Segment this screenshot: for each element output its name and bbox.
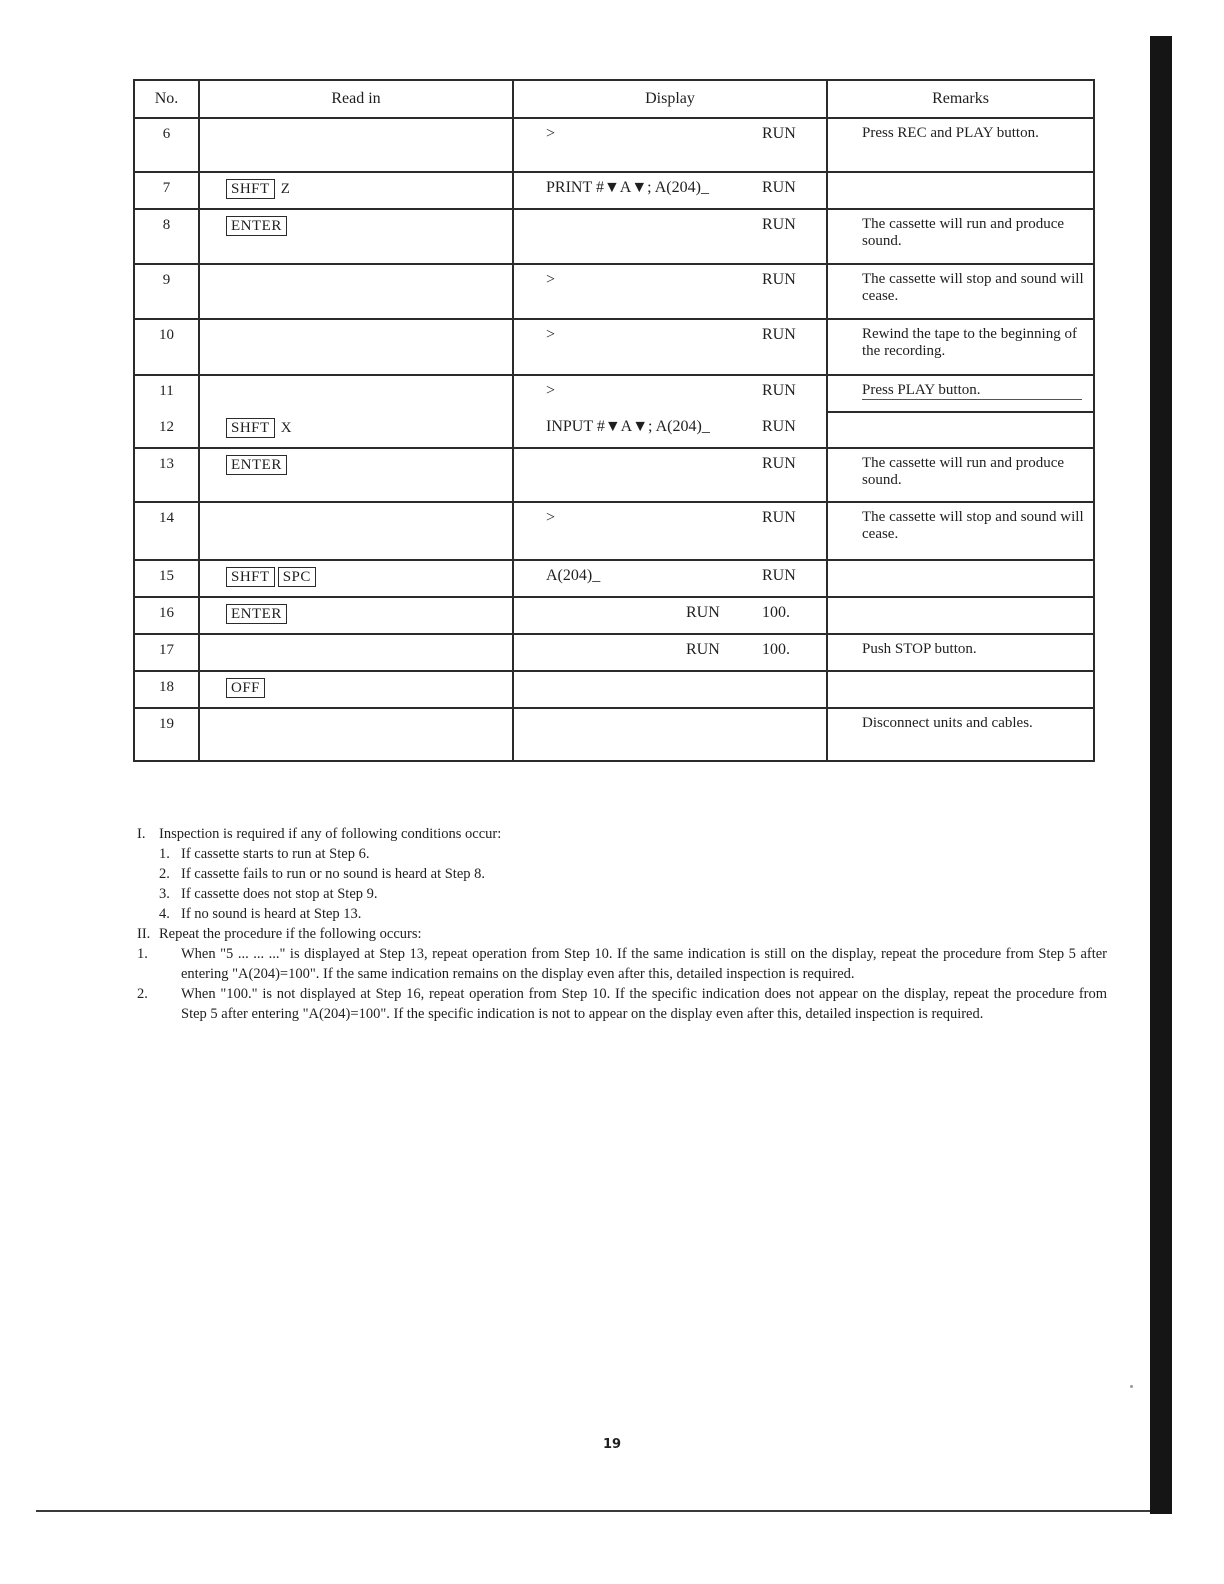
table-row [134,671,1094,708]
section-marker: I. [137,826,146,842]
step-number: 14 [134,502,199,560]
step-number: 7 [134,172,199,209]
read-in-cell [199,319,513,375]
key-letter: Z [280,181,290,197]
table-row [134,597,1094,634]
item-number: 1. [137,946,148,962]
item-number: 1. [159,846,170,862]
read-in-cell [199,502,513,560]
display-cell [513,172,827,209]
table-row [134,375,1094,412]
key-enter: ENTER [226,604,287,624]
step-number: 8 [134,209,199,264]
display-status: RUN [686,604,720,621]
page-number: 19 [602,1437,622,1452]
remark [827,172,1094,209]
table-row [134,634,1094,671]
display-status: RUN [762,455,796,472]
display-cell [513,118,827,172]
section-text: Repeat the procedure if the following occurs: [159,926,422,942]
item-text: When "100." is not displayed at Step 16, repeat operation from Step 10. If the specific indication does not appear on the display, repeat the procedure from Step 5 after entering "A(204)=100". If the specific indication is not to appear on the display even after this, detailed inspection is required. [181,986,1107,1022]
display-status: RUN [762,382,796,399]
display-cell [513,708,827,761]
step-number: 12 [134,412,199,448]
header-display: Display [513,80,827,118]
display-status: RUN [762,509,796,526]
list-item [159,864,1107,884]
display-cell [513,209,827,264]
step-number: 6 [134,118,199,172]
display-value: 100. [762,604,790,621]
key-off: OFF [226,678,265,698]
key-spc: SPC [278,567,316,587]
display-text: A(204)_ [546,567,601,584]
table-row [134,708,1094,761]
read-in-cell [199,412,513,448]
remark: The cassette will run and produce sound. [827,209,1094,264]
display-status: RUN [762,326,796,343]
read-in-cell [199,597,513,634]
display-cell [513,319,827,375]
table-row [134,264,1094,319]
display-text: > [546,326,556,343]
table-row [134,502,1094,560]
table-header-row [134,80,1094,118]
read-in-cell [199,560,513,597]
list-item [159,844,1107,864]
read-in-cell [199,671,513,708]
key-shft: SHFT [226,418,275,438]
item-number: 2. [137,986,148,1002]
header-remarks: Remarks [827,80,1094,118]
key-letter: X [280,420,292,436]
display-text: > [546,125,556,142]
item-text: If no sound is heard at Step 13. [181,906,362,922]
step-number: 19 [134,708,199,761]
read-in-cell [199,118,513,172]
item-number: 2. [159,866,170,882]
step-number: 9 [134,264,199,319]
display-status: RUN [762,179,796,196]
display-cell [513,671,827,708]
item-text: When "5 ... ... ..." is displayed at Step 13, repeat operation from Step 10. If the same indication is still on the display, repeat the procedure from Step 5 after entering "A(204)=100". If the same indication remains on the display even after this, detailed inspection is required. [181,946,1107,982]
step-number: 18 [134,671,199,708]
remark: The cassette will run and produce sound. [827,448,1094,502]
margin-mark [1130,1385,1133,1388]
item-text: If cassette starts to run at Step 6. [181,846,370,862]
list-item [159,884,1107,904]
display-status: RUN [762,271,796,288]
display-status: RUN [762,216,796,233]
remark: Rewind the tape to the beginning of the recording. [827,319,1094,375]
read-in-cell [199,708,513,761]
header-no: No. [134,80,199,118]
display-cell [513,448,827,502]
remark [827,412,1094,448]
step-number: 11 [134,375,199,412]
key-shft: SHFT [226,179,275,199]
read-in-cell [199,264,513,319]
display-text: PRINT #▼A▼; A(204)_ [546,179,709,196]
binding-edge-bar [1150,36,1172,1514]
table-row [134,209,1094,264]
display-text: INPUT #▼A▼; A(204)_ [546,418,710,435]
remark: Push STOP button. [827,634,1094,671]
display-cell [513,597,827,634]
table-row [134,412,1094,448]
item-text: If cassette fails to run or no sound is heard at Step 8. [181,866,486,882]
display-cell [513,412,827,448]
item-number: 3. [159,886,170,902]
procedure-table [133,79,1095,762]
table-row [134,319,1094,375]
remark: Press REC and PLAY button. [827,118,1094,172]
bottom-rule [36,1510,1150,1512]
remark [827,560,1094,597]
item-number: 4. [159,906,170,922]
table-row [134,172,1094,209]
display-value: 100. [762,641,790,658]
display-cell [513,502,827,560]
step-number: 13 [134,448,199,502]
remark: Press PLAY button. [862,382,1082,400]
display-cell [513,634,827,671]
remark: The cassette will stop and sound will cease. [827,502,1094,560]
read-in-cell [199,448,513,502]
remark-cell [827,375,1094,412]
display-cell [513,560,827,597]
display-status: RUN [762,125,796,142]
remark [827,597,1094,634]
display-cell [513,264,827,319]
table-row [134,118,1094,172]
display-status: RUN [686,641,720,658]
step-number: 10 [134,319,199,375]
table-row [134,448,1094,502]
list-item [137,984,1107,1024]
remark [827,671,1094,708]
step-number: 15 [134,560,199,597]
list-item [159,904,1107,924]
item-text: If cassette does not stop at Step 9. [181,886,378,902]
notes-section-1 [137,824,1107,844]
key-enter: ENTER [226,216,287,236]
key-enter: ENTER [226,455,287,475]
read-in-cell [199,172,513,209]
read-in-cell [199,209,513,264]
notes-section-2 [137,924,1107,944]
key-shft: SHFT [226,567,275,587]
read-in-cell [199,375,513,412]
section-text: Inspection is required if any of following conditions occur: [159,826,502,842]
display-status: RUN [762,418,796,435]
step-number: 17 [134,634,199,671]
list-item [137,944,1107,984]
display-status: RUN [762,567,796,584]
display-cell [513,375,827,412]
remark: Disconnect units and cables. [827,708,1094,761]
inspection-notes [137,824,1107,1024]
step-number: 16 [134,597,199,634]
display-text: > [546,509,556,526]
read-in-cell [199,634,513,671]
table-row [134,560,1094,597]
display-text: > [546,271,556,288]
header-read-in: Read in [199,80,513,118]
remark: The cassette will stop and sound will cease. [827,264,1094,319]
section-marker: II. [137,926,151,942]
display-text: > [546,382,556,399]
